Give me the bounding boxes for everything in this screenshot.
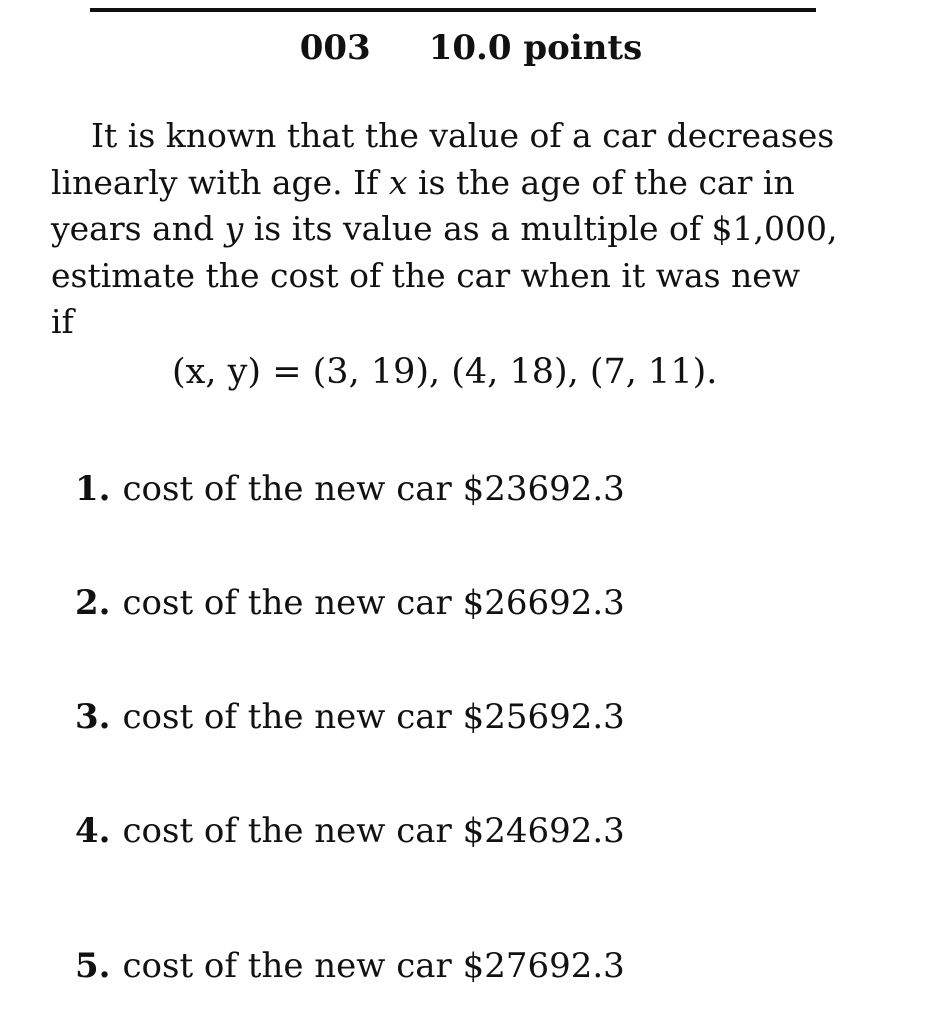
variable-x: x [388,162,408,202]
choice-number: 4. [75,811,111,851]
question-points: 10.0 points [428,28,643,68]
choice-text: cost of the new car $25692.3 [122,697,625,737]
data-points-equation: (x, y) = (3, 19), (4, 18), (7, 11). [172,352,718,392]
choice-number: 2. [75,583,111,623]
choice-text: cost of the new car $23692.3 [122,469,625,509]
choice-text: cost of the new car $24692.3 [122,811,625,851]
problem-line-3: years and y is its value as a multiple of $1,000, [51,209,838,248]
question-header [0,26,942,70]
problem-line-2: linearly with age. If x is the age of the car in [51,162,795,202]
choice-number: 1. [75,469,111,509]
answer-choice-2[interactable] [75,580,625,626]
problem-line-4: estimate the cost of the car when it was new [51,255,801,295]
problem-statement [51,113,851,346]
problem-line-5: if [51,302,74,341]
question-number: 003 [299,28,371,68]
top-rule [90,8,816,12]
answer-choice-1[interactable] [75,466,625,512]
choice-number: 5. [75,946,111,986]
answer-choice-3[interactable] [75,694,625,740]
problem-line-1: It is known that the value of a car decreases [91,116,835,155]
answer-choice-4[interactable] [75,808,625,854]
answer-choice-5[interactable] [75,943,625,989]
choice-text: cost of the new car $27692.3 [122,946,625,986]
variable-y: y [224,209,244,248]
choice-number: 3. [75,697,111,737]
choice-text: cost of the new car $26692.3 [122,583,625,623]
